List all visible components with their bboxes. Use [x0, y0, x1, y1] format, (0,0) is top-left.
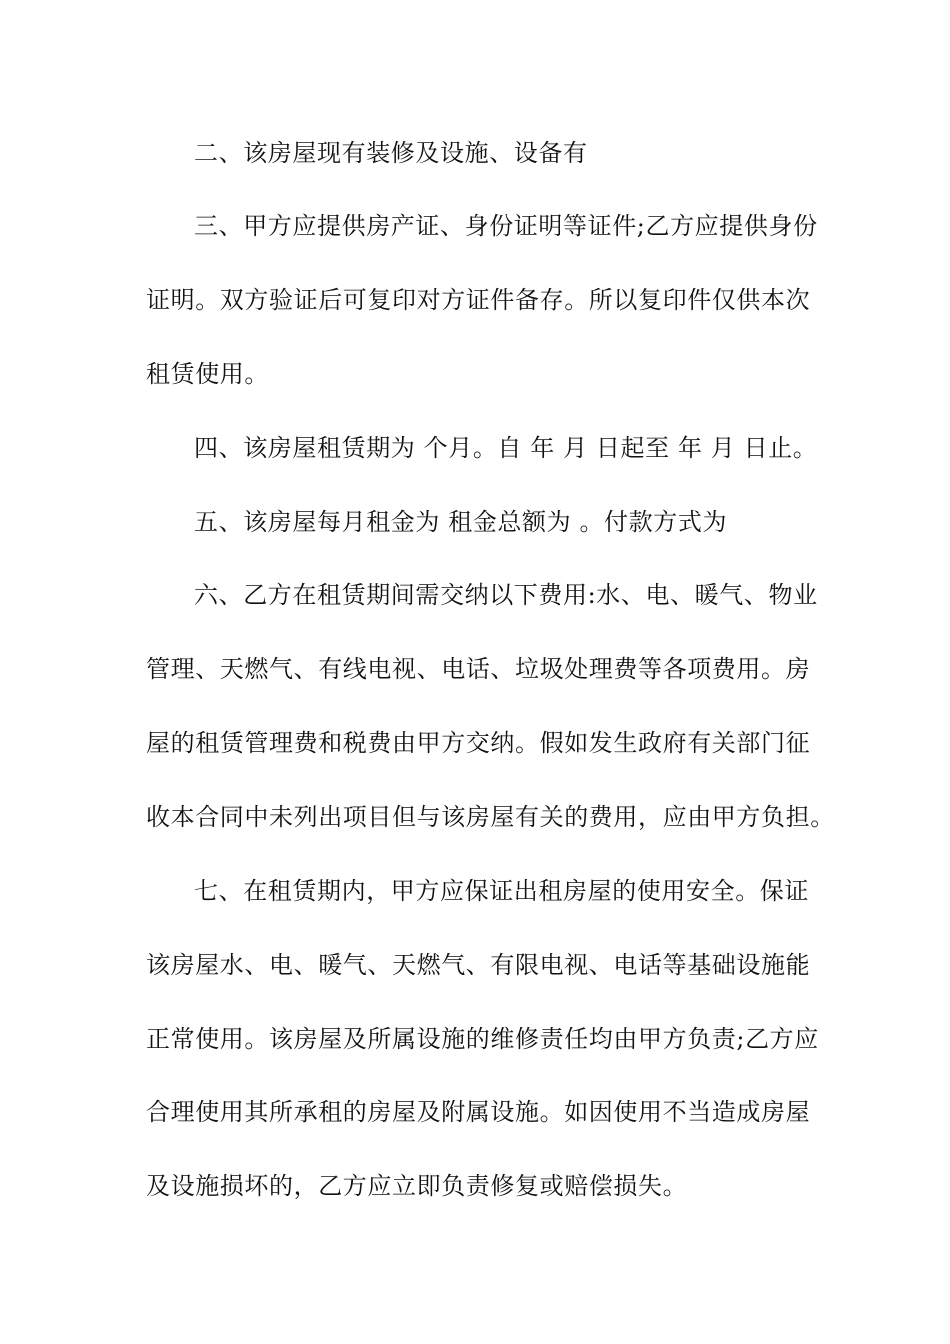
clause-2-line-1: 二、该房屋现有装修及设施、设备有	[194, 139, 588, 167]
clause-7-line-1: 七、在租赁期内，甲方应保证出租房屋的使用安全。保证	[194, 877, 809, 905]
clause-7-line-4: 合理使用其所承租的房屋及附属设施。如因使用不当造成房屋	[146, 1098, 811, 1126]
clause-6-line-1: 六、乙方在租赁期间需交纳以下费用:水、电、暖气、物业	[194, 581, 818, 609]
clause-3-line-3: 租赁使用。	[146, 360, 269, 388]
clause-6-line-3: 屋的租赁管理费和税费由甲方交纳。假如发生政府有关部门征	[146, 729, 811, 757]
clause-7-line-5: 及设施损坏的，乙方应立即负责修复或赔偿损失。	[146, 1172, 688, 1200]
clause-7-line-3: 正常使用。该房屋及所属设施的维修责任均由甲方负责;乙方应	[146, 1025, 819, 1053]
clause-6-line-4: 收本合同中未列出项目但与该房屋有关的费用，应由甲方负担。	[146, 803, 835, 831]
clause-3-line-2: 证明。双方验证后可复印对方证件备存。所以复印件仅供本次	[146, 286, 811, 314]
clause-5-line-1: 五、该房屋每月租金为 租金总额为 。付款方式为	[194, 508, 728, 536]
clause-3-line-1: 三、甲方应提供房产证、身份证明等证件;乙方应提供身份	[194, 212, 818, 240]
clause-7-line-2: 该房屋水、电、暖气、天燃气、有限电视、电话等基础设施能	[146, 951, 811, 979]
clause-4-line-1: 四、该房屋租赁期为 个月。自 年 月 日起至 年 月 日止。	[194, 434, 818, 462]
clause-6-line-2: 管理、天燃气、有线电视、电话、垃圾处理费等各项费用。房	[146, 655, 811, 683]
